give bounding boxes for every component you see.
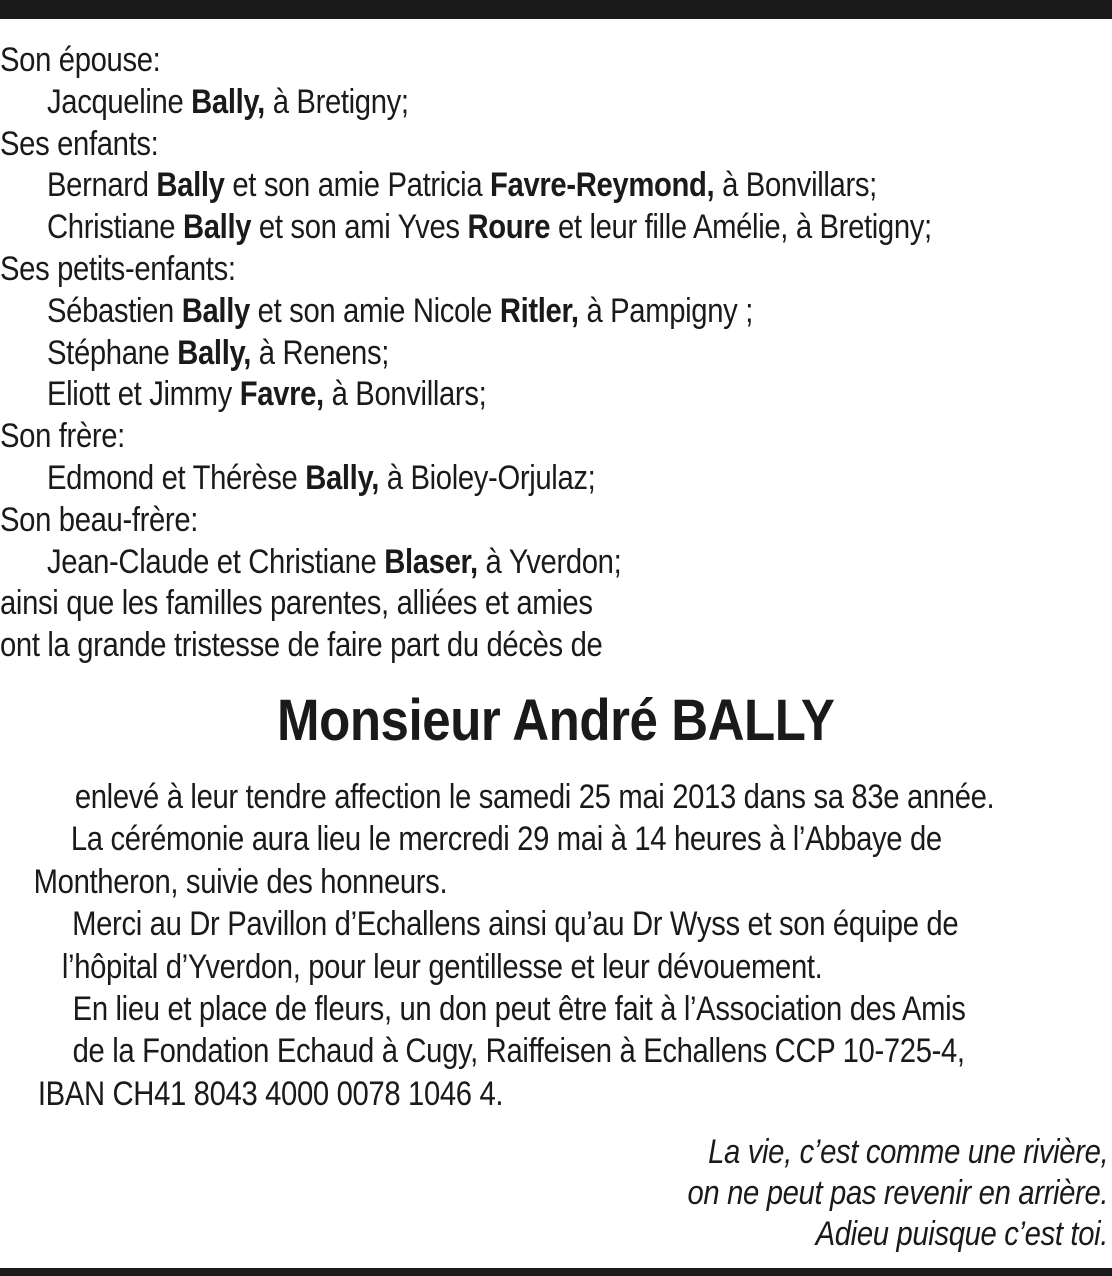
closing-line: ont la grande tristesse de faire part du décès de [0,626,603,665]
family-line: Jean-Claude et Christiane Blaser, à Yverdon; [47,542,622,581]
section-heading-brother: Son frère: [0,417,125,456]
notice-body [0,776,1108,1115]
quote-line: Adieu puisque c’est toi. [815,1215,1108,1253]
top-rule [0,0,1112,19]
body-line: La cérémonie aura lieu le mercredi 29 mai à 14 heures à l’Abbaye de [70,820,942,859]
section-heading-brother-in-law: Son beau-frère: [0,500,199,539]
body-line: Merci au Dr Pavillon d’Echallens ainsi qu’au Dr Wyss et son équipe de [72,905,959,944]
section-heading-grandchildren: Ses petits-enfants: [0,249,236,288]
body-line: l’hôpital d’Yverdon, pour leur gentillesse et leur dévouement. [61,947,823,986]
family-line: Edmond et Thérèse Bally, à Bioley-Orjulaz; [47,458,596,497]
family-line: Sébastien Bally et son amie Nicole Ritler, à Pampigny ; [47,291,753,330]
closing-line: ainsi que les familles parentes, alliées et amies [0,584,593,623]
body-line: IBAN CH41 8043 4000 0078 1046 4. [37,1074,504,1113]
family-line: Bernard Bally et son amie Patricia Favre-Reymond, à Bonvillars; [47,166,877,205]
section-heading-children: Ses enfants: [0,124,159,163]
family-line: Stéphane Bally, à Renens; [47,333,390,372]
body-line: enlevé à leur tendre affection le samedi 25 mai 2013 dans sa 83e année. [74,778,995,816]
section-heading-spouse: Son épouse: [0,41,161,79]
family-line: Eliott et Jimmy Favre, à Bonvillars; [47,375,487,414]
body-line: de la Fondation Echaud à Cugy, Raiffeisen à Echallens CCP 10-725-4, [72,1032,965,1071]
body-line: En lieu et place de fleurs, un don peut être fait à l’Association des Amis [72,990,966,1029]
family-list [0,40,1108,667]
closing-quote [619,1132,1108,1255]
deceased-name: Monsieur André BALLY [277,688,835,753]
body-line: Montheron, suivie des honneurs. [33,862,448,901]
quote-line: on ne peut pas revenir en arrière. [687,1174,1108,1212]
quote-line: La vie, c’est comme une rivière, [707,1133,1108,1171]
family-line: Christiane Bally et son ami Yves Roure et leur fille Amélie, à Bretigny; [47,208,932,247]
family-line: Jacqueline Bally, à Bretigny; [47,82,409,121]
bottom-rule [0,1268,1112,1276]
